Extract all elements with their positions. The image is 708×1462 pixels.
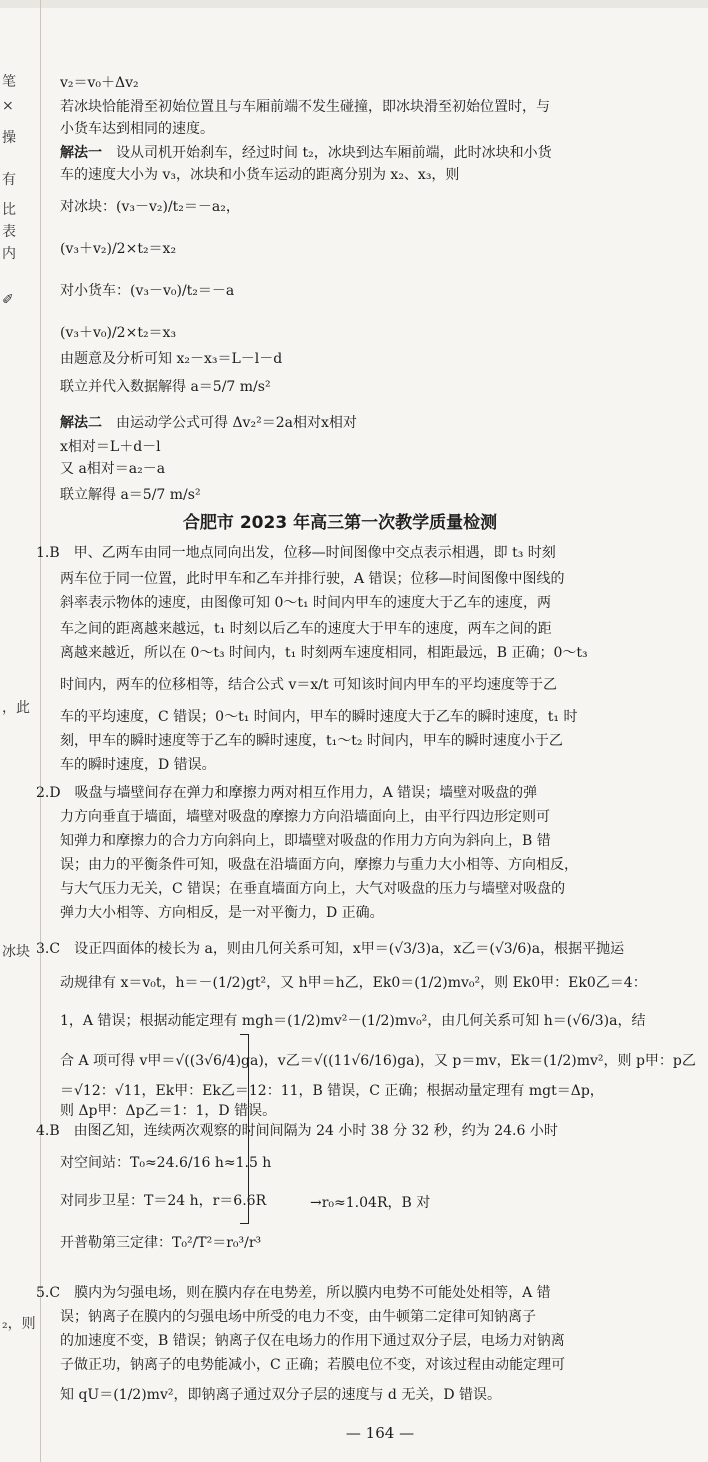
margin-char: ，此: [2, 700, 30, 716]
equation: 开普勒第三定律：T₀²/T²＝r₀³/r³: [60, 1235, 262, 1251]
text-line: 动规律有 x＝v₀t，h＝－(1/2)gt²，又 h甲＝h乙，Ek0＝(1/2)mv₀²，则 Ek0甲：Ek0乙＝4：: [60, 975, 647, 991]
text-line: 的加速度不变，B 错误；钠离子仅在电场力的作用下通过双分子层，电场力对钠离: [60, 1333, 565, 1349]
equation: (v₃＋v₂)/2×t₂＝x₂: [60, 241, 177, 257]
text-line: [60, 412, 700, 434]
text-line: 由题意及分析可知 x₂－x₃＝L－l－d: [60, 351, 283, 367]
text-line: 力方向垂直于墙面，墙壁对吸盘的摩擦力方向沿墙面向上，由平行四边形定则可: [60, 809, 550, 825]
equation: 对冰块：(v₃－v₂)/t₂＝－a₂，: [60, 199, 240, 215]
text-line: 合 A 项可得 v甲＝√((3√6/4)ga)，v乙＝√((11√6/16)ga)，又 p＝mv，Ek＝(1/2)mv²，则 p甲：p乙: [60, 1053, 696, 1069]
text-line: 车的速度大小为 v₃，冰块和小货车运动的距离分别为 x₂、x₃，则: [60, 167, 460, 183]
page-number: — 164 —: [345, 1424, 415, 1442]
text-line: [60, 142, 700, 164]
text-line: 与大气压力无关，C 错误；在垂直墙面方向上，大气对吸盘的压力与墙壁对吸盘的: [60, 881, 566, 897]
margin-char: 比: [2, 202, 16, 218]
text-line: 斜率表示物体的速度，由图像可知 0～t₁ 时间内甲车的速度大于乙车的速度，两: [60, 595, 552, 611]
equation: (v₃＋v₀)/2×t₂＝x₃: [60, 325, 177, 341]
text-line: 由运动学公式可得 Δv₂²＝2a相对x相对: [116, 415, 357, 431]
text-line: 又 a相对＝a₂－a: [60, 461, 166, 477]
text-line: 若冰块恰能滑至初始位置且与车厢前端不发生碰撞，即冰块滑至初始位置时，与: [60, 99, 550, 115]
text-line: 5.C 膜内为匀强电场，则在膜内存在电势差，所以膜内电势不可能处处相等，A 错: [36, 1285, 551, 1301]
equation: 对空间站：T₀≈24.6/16 h≈1.5 h: [60, 1155, 272, 1171]
text-line: 知 qU＝(1/2)mv²，即钠离子通过双分子层的速度与 d 无关，D 错误。: [60, 1387, 501, 1403]
text-line: 1.B 甲、乙两车由同一地点同向出发，位移—时间图像中交点表示相遇，即 t₃ 时刻: [36, 545, 556, 561]
equation-result: →r₀≈1.04R，B 对: [310, 1195, 431, 1211]
margin-char: ₂，则: [2, 1316, 36, 1332]
text-line: 联立并代入数据解得 a＝5/7 m/s²: [60, 379, 271, 395]
text-line: 误；钠离子在膜内的匀强电场中所受的电力不变，由牛顿第二定律可知钠离子: [60, 1309, 536, 1325]
text-line: 离越来越近，所以在 0～t₃ 时间内，t₁ 时刻两车速度相同，相距最远，B 正确；0～t₃: [60, 645, 588, 661]
equation: 对小货车：(v₃－v₀)/t₂＝－a: [60, 283, 235, 299]
margin-char: 笔: [2, 74, 16, 90]
text-line: 则 Δp甲：Δp乙＝1：1，D 错误。: [60, 1103, 277, 1119]
margin-char: 内: [2, 246, 16, 262]
text-line: v₂＝v₀＋Δv₂: [60, 75, 139, 91]
top-edge: [0, 0, 708, 8]
margin-char: 有: [2, 172, 16, 188]
text-line: 刻，甲车的瞬时速度等于乙车的瞬时速度，t₁～t₂ 时间内，甲车的瞬时速度小于乙: [60, 733, 563, 749]
margin-char: 表: [2, 224, 16, 240]
section-title: 合肥市 2023 年高三第一次教学质量检测: [182, 513, 498, 533]
margin-char: 冰块: [2, 944, 30, 960]
pen-icon: ✐: [2, 292, 14, 308]
method-label: 解法一: [60, 145, 102, 161]
text-line: 子做正功，钠离子的电势能减小，C 正确；若膜电位不变，对该过程由动能定理可: [60, 1357, 566, 1373]
text-line: 3.C 设正四面体的棱长为 a，则由几何关系可知，x甲＝(√3/3)a，x乙＝(√3/6)a，根据平抛运: [36, 941, 625, 957]
text-line: 小货车达到相同的速度。: [60, 121, 214, 137]
left-margin-strip: [0, 0, 41, 1462]
text-line: 联立解得 a＝5/7 m/s²: [60, 487, 201, 503]
text-line: 1，A 错误；根据动能定理有 mgh＝(1/2)mv²－(1/2)mv₀²，由几何关系可知 h＝(√6/3)a，结: [60, 1013, 646, 1029]
text-line: 4.B 由图乙知，连续两次观察的时间间隔为 24 小时 38 分 32 秒，约为 24.6 小时: [36, 1123, 558, 1139]
text-line: 车的瞬时速度，D 错误。: [60, 757, 216, 773]
margin-char: 操: [2, 130, 16, 146]
text-line: 两车位于同一位置，此时甲车和乙车并排行驶，A 错误；位移—时间图像中图线的: [60, 571, 565, 587]
text-line: 时间内，两车的位移相等，结合公式 v＝x/t 可知该时间内甲车的平均速度等于乙: [60, 677, 558, 693]
equation: 对同步卫星：T＝24 h，r＝6.6R: [60, 1193, 267, 1209]
margin-char: ×: [2, 98, 14, 114]
text-line: x相对＝L＋d－l: [60, 439, 161, 455]
text-line: 弹力大小相等、方向相反，是一对平衡力，D 正确。: [60, 905, 384, 921]
equation-brace: [240, 1034, 249, 1224]
method-label: 解法二: [60, 415, 102, 431]
text-line: 知弹力和摩擦力的合力方向斜向上，即墙壁对吸盘的作用力方向为斜向上，B 错: [60, 833, 551, 849]
text-line: ＝√12：√11，Ek甲：Ek乙＝12：11，B 错误，C 正确；根据动量定理有 mgt＝Δp，: [60, 1083, 604, 1099]
text-line: 误；由力的平衡条件可知，吸盘在沿墙面方向，摩擦力与重力大小相等、方向相反，: [60, 857, 578, 873]
text-line: 车的平均速度，C 错误；0～t₁ 时间内，甲车的瞬时速度大于乙车的瞬时速度，t₁ 时: [60, 709, 578, 725]
text-line: 2.D 吸盘与墙壁间存在弹力和摩擦力两对相互作用力，A 错误；墙壁对吸盘的弹: [36, 785, 538, 801]
text-line: 设从司机开始刹车，经过时间 t₂，冰块到达车厢前端，此时冰块和小货: [116, 145, 552, 161]
text-line: 车之间的距离越来越远，t₁ 时刻以后乙车的速度大于甲车的速度，两车之间的距: [60, 621, 552, 637]
